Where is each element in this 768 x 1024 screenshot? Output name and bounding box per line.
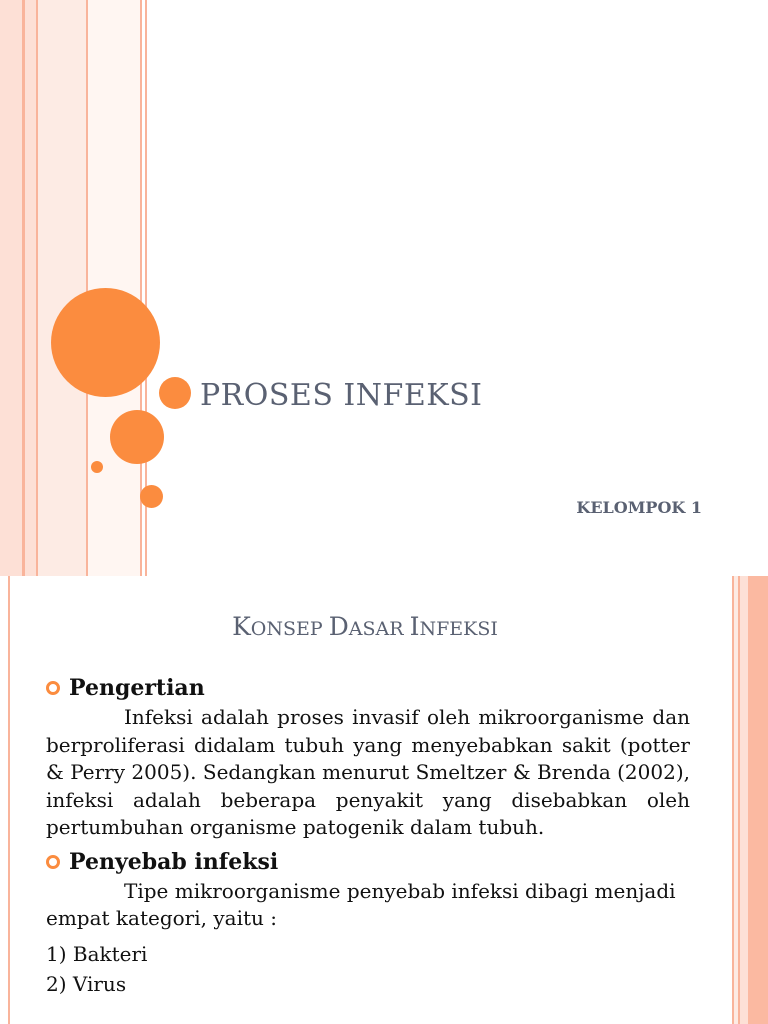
list-item: 1) Bakteri: [46, 941, 148, 966]
decor-stripe: [748, 576, 768, 1024]
decor-line: [86, 0, 88, 576]
decor-stripe: [0, 0, 36, 576]
bullet-item: [46, 846, 690, 878]
decor-line: [22, 0, 25, 576]
title-part: I: [409, 612, 420, 641]
decor-line: [738, 576, 740, 1024]
bullet-ring-icon: [46, 855, 60, 869]
slide-title: [0, 612, 730, 641]
title-part: NFEKSI: [419, 618, 498, 640]
section-body: Tipe mikroorganisme penyebab infeksi dibagi menjadi empat kategori, yaitu :: [46, 878, 676, 930]
decor-circle-tiny: [91, 461, 103, 473]
slide-subtitle: KELOMPOK 1: [576, 498, 702, 517]
decor-stripe: [740, 576, 748, 1024]
title-part: ASAR: [348, 618, 410, 640]
title-part: ONSEP: [250, 618, 329, 640]
title-part: D: [328, 612, 349, 641]
list-item: 2) Virus: [46, 971, 127, 996]
slide-title: PROSES INFEKSI: [200, 378, 483, 413]
slide-content: [46, 672, 690, 999]
title-part: K: [232, 612, 251, 641]
decor-stripe: [36, 0, 86, 576]
section-body: Infeksi adalah proses invasif oleh mikroorganisme dan berproliferasi didalam tubuh yang menyebabkan sakit (potter & Perry 2005). Sedangkan menurut Smeltzer & Brenda (2002), infeksi adalah beberapa penyakit yang disebabkan oleh pertumbuhan organisme patogenik dalam tubuh.: [46, 705, 690, 839]
section-heading: Penyebab infeksi: [69, 848, 279, 875]
decor-line: [36, 0, 38, 576]
decor-circle-small: [140, 485, 163, 508]
bullet-ring-icon: [46, 681, 60, 695]
section-heading: Pengertian: [69, 675, 205, 701]
decor-circle-small: [159, 377, 191, 409]
decor-line: [8, 576, 10, 1024]
decor-circle-large: [51, 288, 160, 397]
decor-stripe: [734, 576, 738, 1024]
decor-circle-medium: [110, 410, 164, 464]
bullet-item: [46, 672, 690, 704]
decor-line: [732, 576, 734, 1024]
content-slide: [0, 576, 768, 1024]
